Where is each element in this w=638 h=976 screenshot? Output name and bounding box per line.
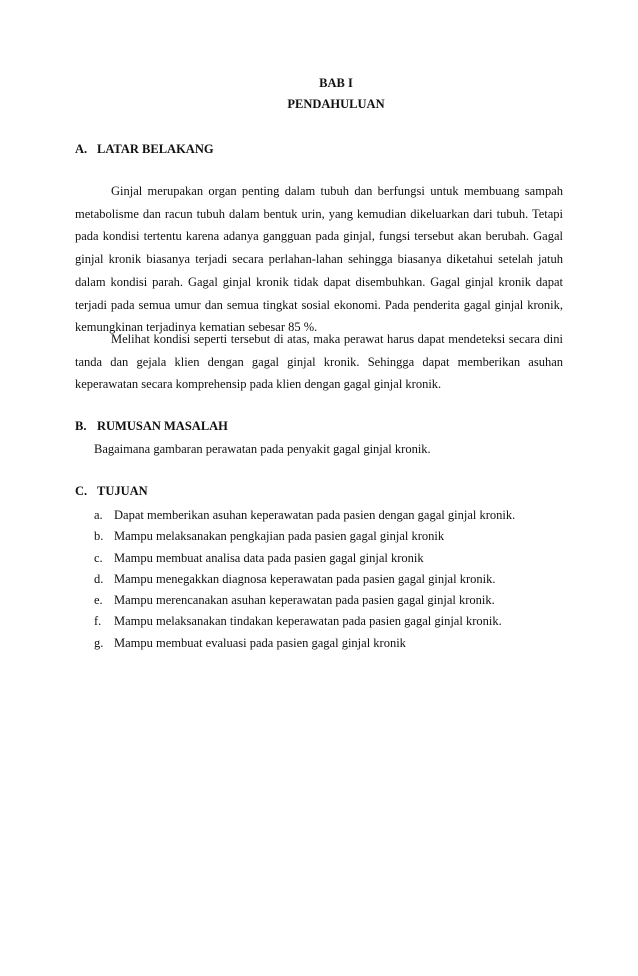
section-b-text: Bagaimana gambaran perawatan pada penyakit gagal ginjal kronik.	[94, 442, 431, 456]
section-a-heading	[75, 142, 214, 157]
list-item	[94, 611, 515, 632]
objectives-list	[94, 505, 515, 654]
section-b-title: RUMUSAN MASALAH	[97, 419, 228, 433]
section-b-number: B.	[75, 419, 87, 433]
list-marker: f.	[94, 614, 102, 629]
list-marker: d.	[94, 571, 104, 586]
list-item-text: Dapat memberikan asuhan keperawatan pada pasien dengan gagal ginjal kronik.	[114, 508, 516, 522]
list-item	[94, 548, 515, 569]
list-item-text: Mampu merencanakan asuhan keperawatan pada pasien gagal ginjal kronik.	[114, 593, 495, 608]
list-item-text: Mampu membuat analisa data pada pasien gagal ginjal kronik	[114, 550, 424, 565]
list-item	[94, 569, 515, 590]
section-c-number: C.	[75, 484, 88, 498]
section-a-paragraph-2: Melihat kondisi seperti tersebut di atas, maka perawat harus dapat mendeteksi secara dini tanda dan gejala klien dengan gagal ginjal kronik. Sehingga dapat memberikan asuhan keperawatan secara komprehensip pada klien dengan gagal ginjal kronik.	[75, 332, 563, 392]
list-item-text: Mampu membuat evaluasi pada pasien gagal ginjal kronik	[114, 635, 406, 650]
list-item	[94, 590, 515, 611]
section-b-heading	[75, 419, 228, 434]
list-item	[94, 505, 515, 526]
list-marker: b.	[94, 529, 104, 544]
chapter-title: PENDAHULUAN	[287, 97, 385, 111]
list-marker: a.	[94, 508, 103, 522]
list-item-text: Mampu menegakkan diagnosa keperawatan pada pasien gagal ginjal kronik.	[114, 571, 496, 586]
section-c-heading	[75, 484, 148, 499]
list-item	[94, 633, 515, 654]
chapter-label: BAB I	[319, 76, 353, 90]
list-item	[94, 526, 515, 547]
list-marker: c.	[94, 550, 103, 565]
list-item-text: Mampu melaksanakan tindakan keperawatan pada pasien gagal ginjal kronik.	[114, 614, 502, 629]
section-a-paragraph-1: Ginjal merupakan organ penting dalam tubuh dan berfungsi untuk membuang sampah metabolisme dan racun tubuh dalam bentuk urin, yang kemudian dikeluarkan dari tubuh. Tetapi pada kondisi tertentu karena adanya gangguan pada ginjal, fungsi tersebut akan berubah. Gagal ginjal kronik biasanya terjadi secara perlahan-lahan sehingga biasanya diketahui setelah jatuh dalam kondisi parah. Gagal ginjal kronik tidak dapat disembuhkan. Gagal ginjal kronik dapat terjadi pada semua umur dan semua tingkat sosial ekonomi. Pada penderita gagal ginjal kronik, kemungkinan terjadinya kematian sebesar 85 %.	[75, 184, 563, 335]
section-a-number: A.	[75, 142, 88, 156]
list-item-text: Mampu melaksanakan pengkajian pada pasien gagal ginjal kronik	[114, 529, 445, 544]
list-marker: e.	[94, 593, 103, 608]
section-c-title: TUJUAN	[97, 484, 148, 498]
list-marker: g.	[94, 635, 104, 650]
section-a-title: LATAR BELAKANG	[97, 142, 214, 156]
